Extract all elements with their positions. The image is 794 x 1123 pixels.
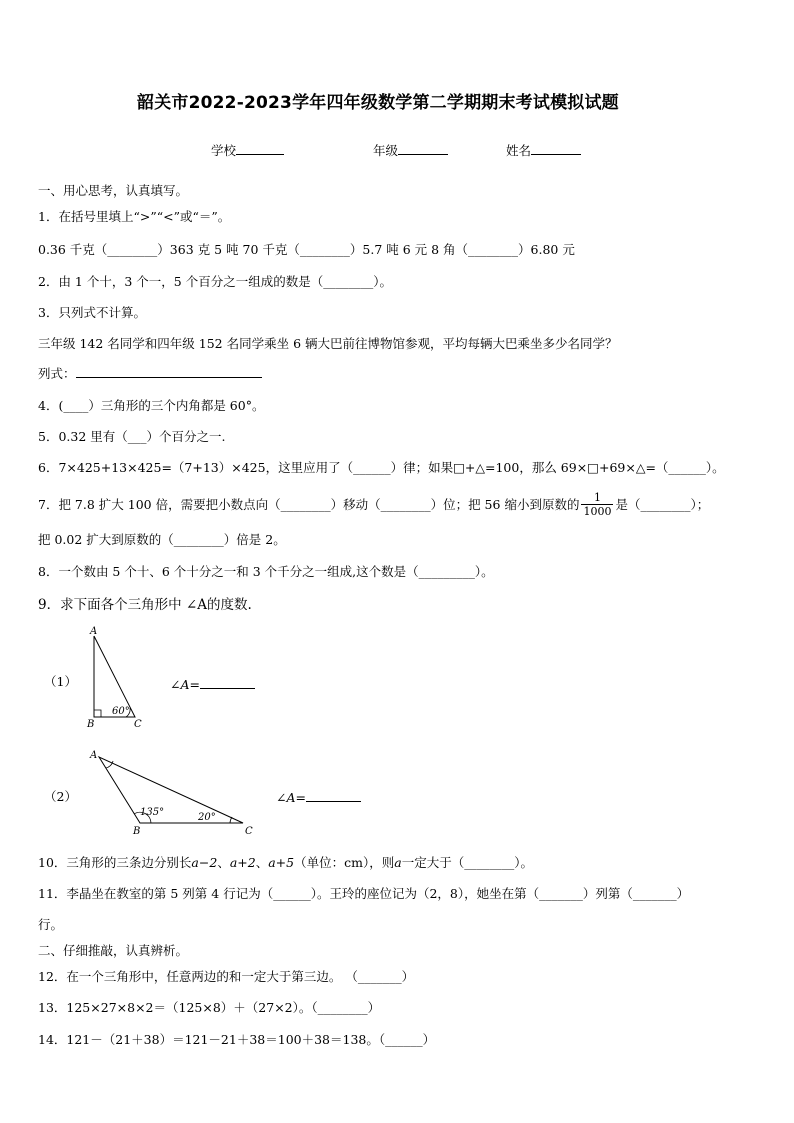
q10-post: 一定大于（________）。	[401, 855, 533, 870]
q3-formula[interactable]	[38, 364, 262, 382]
tri1-label-b: B	[87, 719, 95, 730]
section2-heading: 二、仔细推敲，认真辨析。	[38, 943, 189, 958]
tri2-sides	[99, 757, 243, 823]
q1-line: 0.36 千克（________）363 克 5 吨 70 千克（________）5.7 吨 6 元 8 角（________）6.80 元	[38, 242, 575, 257]
q6-text: 6．7×425+13×425=（7+13）×425，这里应用了（______）律；如果□+△=100，那么 69×□+69×△=（______）。	[38, 460, 725, 475]
q10-sep1: 、	[217, 855, 230, 870]
q9-p1-answer-label: ∠A=	[170, 677, 200, 692]
name-field[interactable]	[506, 141, 581, 159]
q3-formula-label: 列式：	[38, 366, 76, 381]
tri1-right-angle	[94, 710, 101, 717]
tri1-angle-label: 60°	[112, 706, 130, 717]
tri1-label-c: C	[134, 719, 142, 730]
grade-label: 年级	[373, 143, 399, 158]
q7-fraction	[581, 491, 613, 518]
name-label: 姓名	[506, 143, 532, 158]
q10-text	[38, 853, 533, 871]
q9-p1-answer[interactable]	[170, 675, 255, 692]
q7-line1	[38, 484, 709, 524]
tri2-label-c: C	[245, 826, 253, 836]
tri1-label-a: A	[90, 626, 98, 637]
q7-part1: 7．把 7.8 扩大 100 倍，需要把小数点向（________）移动（________）位；把 56 缩小到原数的	[38, 497, 580, 512]
q9-text: 9．求下面各个三角形中 ∠A的度数.	[38, 597, 252, 613]
q10-pre: 10．三角形的三条边分别长	[38, 855, 192, 870]
q10-expr2: a+2	[229, 855, 256, 870]
q9-triangle1	[80, 622, 160, 732]
q9-p2-answer-label: ∠A=	[276, 790, 306, 805]
q1-text: 1．在括号里填上“>”“<”或“＝”。	[38, 209, 231, 224]
q9-p2-answer[interactable]	[276, 788, 361, 805]
q12-text: 12．在一个三角形中，任意两边的和一定大于第三边。 （_______）	[38, 969, 415, 984]
tri2-label-b: B	[133, 826, 141, 836]
q10-var-a: a	[394, 855, 402, 870]
q7-frac-num: 1	[593, 490, 601, 504]
tri2-label-a: A	[90, 750, 98, 761]
q5-text: 5．0.32 里有（___）个百分之一.	[38, 429, 226, 444]
q7-part2: 是（________）；	[615, 497, 710, 512]
tri1-sides	[94, 636, 135, 717]
q11-line1: 11．李晶坐在教室的第 5 列第 4 行记为（______）。王玲的座位记为（2，8），她坐在第（_______）列第（_______）	[38, 886, 690, 901]
q2-text: 2．由 1 个十，3 个一，5 个百分之一组成的数是（________）。	[38, 274, 392, 289]
q9-triangle2	[85, 744, 265, 836]
q14-text: 14．121－（21＋38）＝121－21＋38＝100＋38＝138。（______）	[38, 1032, 436, 1047]
q10-mid: （单位：cm），则	[294, 855, 395, 870]
q9-p2-label: （2）	[44, 789, 77, 804]
q4-text: 4．(____）三角形的三个内角都是 60°。	[38, 398, 265, 413]
q7-line2: 把 0.02 扩大到原数的（________）倍是 2。	[38, 532, 286, 547]
q10-sep2: 、	[255, 855, 269, 870]
q11-line2: 行。	[38, 917, 64, 932]
q8-text: 8．一个数由 5 个十、6 个十分之一和 3 个千分之一组成,这个数是（_________）。	[38, 564, 494, 579]
q13-text: 13．125×27×8×2＝（125×8）＋（27×2）。（________）	[38, 1000, 381, 1015]
grade-field[interactable]	[373, 141, 448, 159]
q10-expr3: a+5	[268, 855, 295, 870]
school-label: 学校	[211, 143, 237, 158]
tri2-angle-b: 135°	[140, 807, 165, 818]
q9-p1-label: （1）	[44, 674, 77, 689]
section1-heading: 一、用心思考，认真填写。	[38, 183, 189, 198]
tri2-arc-c	[230, 817, 232, 823]
school-field[interactable]	[211, 141, 284, 159]
tri2-angle-c: 20°	[198, 812, 216, 823]
q10-expr1: a−2	[191, 855, 218, 870]
q3-text: 3．只列式不计算。	[38, 305, 146, 320]
q7-frac-den: 1000	[583, 504, 612, 518]
q3-problem: 三年级 142 名同学和四年级 152 名同学乘坐 6 辆大巴前往博物馆参观，平均每辆大巴乘坐多少名同学？	[38, 336, 618, 351]
page-title: 韶关市2022-2023学年四年级数学第二学期期末考试模拟试题	[137, 93, 619, 113]
